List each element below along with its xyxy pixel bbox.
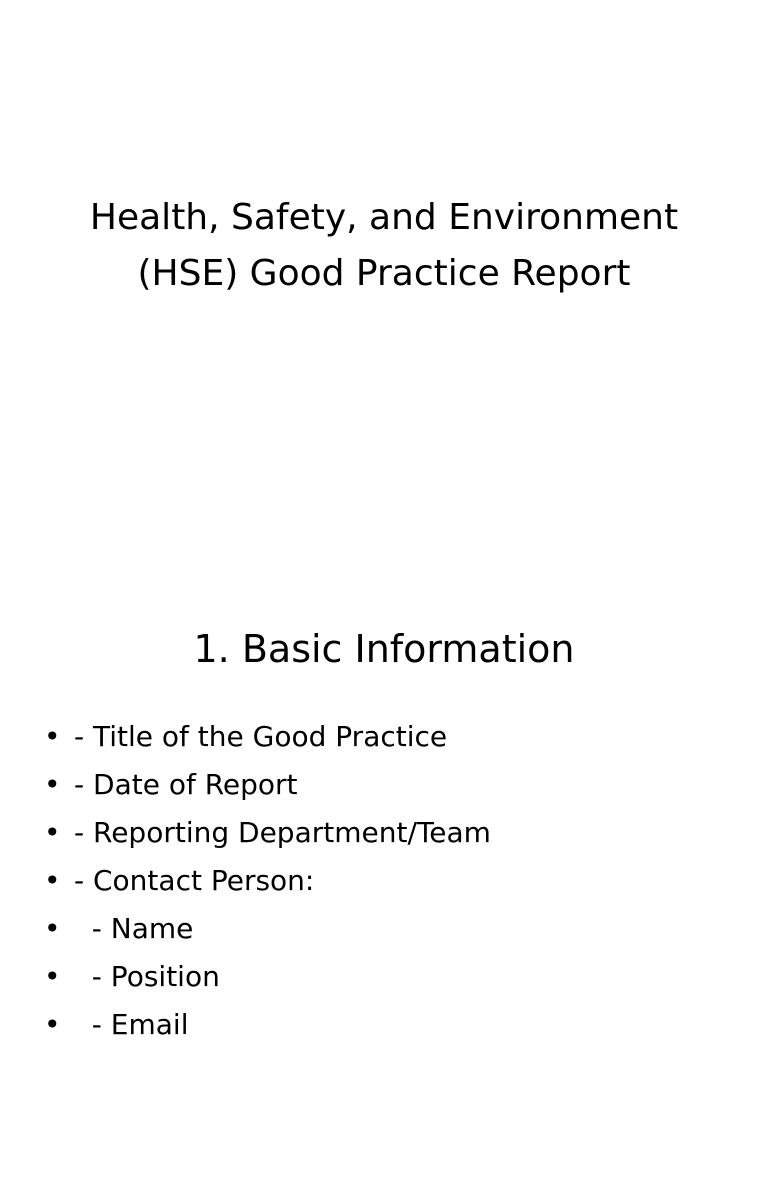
list-item-text: - Reporting Department/Team	[74, 816, 491, 849]
title-slide	[0, 0, 768, 576]
list-item	[0, 809, 491, 857]
bullet-icon: •	[44, 1008, 61, 1041]
bullet-icon: •	[44, 816, 61, 849]
list-item-text: - Contact Person:	[74, 864, 315, 897]
list-item-text: - Title of the Good Practice	[74, 720, 448, 753]
list-item	[0, 713, 448, 761]
bullet-list	[0, 713, 491, 1049]
bullet-icon: •	[44, 768, 61, 801]
list-item	[0, 857, 315, 905]
basic-information-slide	[0, 576, 768, 1041]
list-item-text: - Position	[74, 960, 220, 993]
bullet-icon: •	[44, 864, 61, 897]
bullet-icon: •	[44, 720, 61, 753]
list-item-text: - Date of Report	[74, 768, 298, 801]
list-item-text: - Email	[74, 1008, 189, 1041]
bullet-icon: •	[44, 960, 61, 993]
list-item	[0, 761, 298, 809]
list-item	[0, 953, 220, 1001]
list-item	[0, 905, 194, 953]
list-item-text: - Name	[74, 912, 194, 945]
list-item	[0, 1001, 189, 1049]
section-title: 1. Basic Information	[193, 627, 575, 671]
bullet-icon: •	[44, 912, 61, 945]
report-title	[20, 190, 748, 302]
report-title-line-2: (HSE) Good Practice Report	[137, 253, 631, 294]
report-title-line-1: Health, Safety, and Environment	[89, 197, 679, 238]
